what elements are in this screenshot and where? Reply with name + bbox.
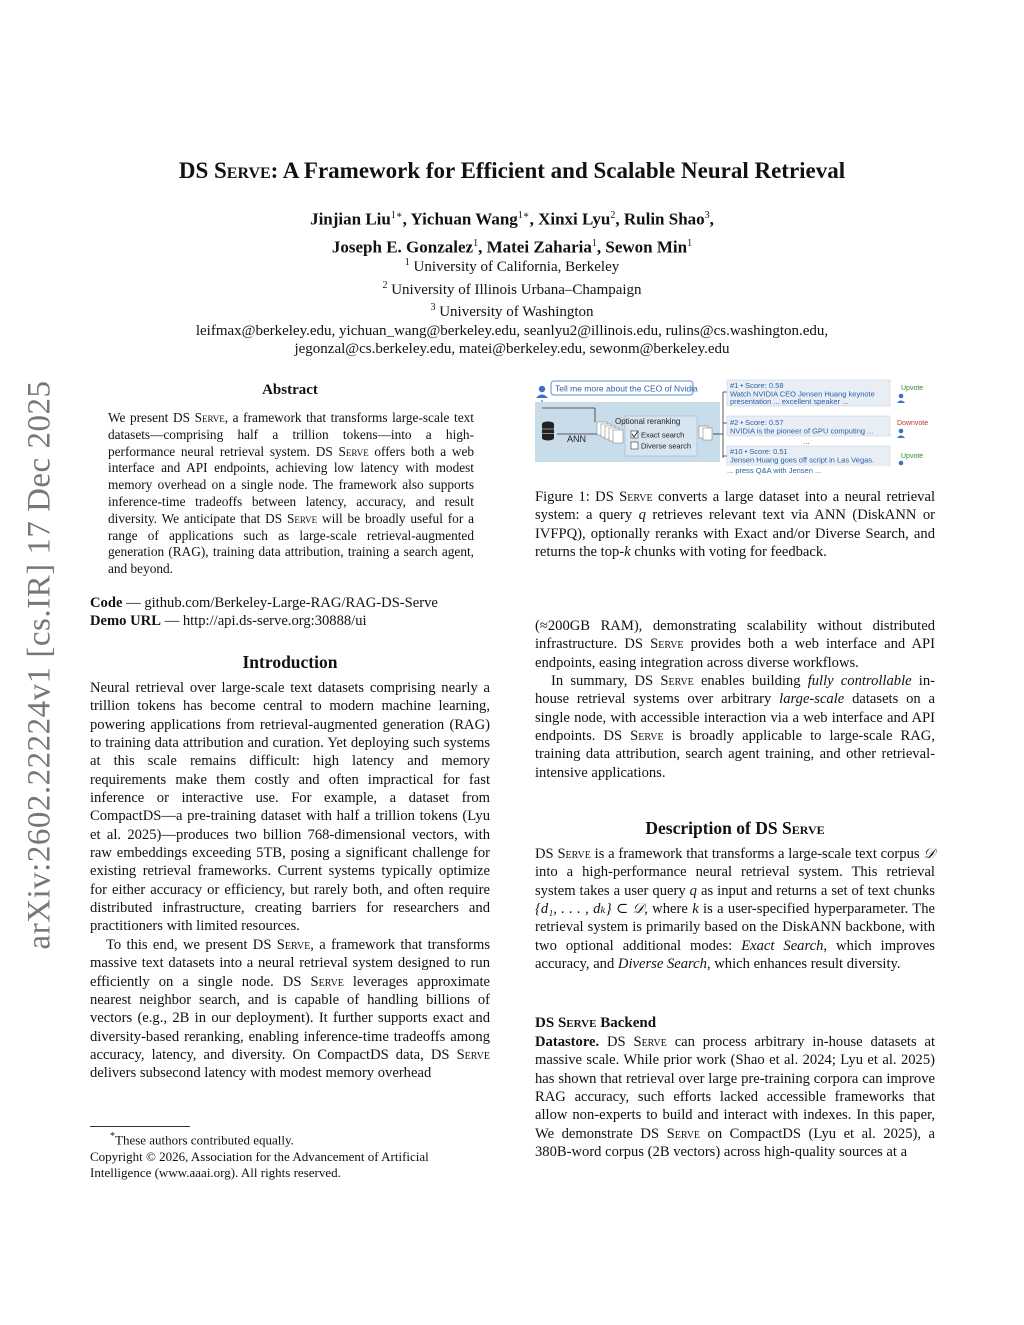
author-name: , Xinxi Lyu xyxy=(529,209,611,229)
code-links xyxy=(90,594,500,630)
datastore-label: Datastore. xyxy=(535,1034,600,1050)
caption-text: converts a large dataset into a neural retrieval system: a query xyxy=(535,489,936,524)
exact-search-label: Exact search xyxy=(641,430,685,440)
caption-text: chunks with voting for feedback. xyxy=(630,544,827,561)
text: DS xyxy=(535,846,558,862)
caption-serve: Serve xyxy=(619,489,653,505)
affiliation-3 xyxy=(0,299,1024,322)
figure-1-caption xyxy=(535,488,935,561)
text: as input and returns a set of text chunks xyxy=(696,882,935,899)
description-body xyxy=(535,845,935,973)
result-1-head: #1 • Score: 0.58 xyxy=(730,381,784,390)
email-line-1: leifmax@berkeley.edu, yichuan_wang@berkeley.edu, seanlyu2@illinois.edu, rulins@cs.washington.edu, xyxy=(195,322,829,339)
author-sup: 1 xyxy=(473,237,479,249)
footnote-rule xyxy=(90,1126,190,1127)
caption-text: retrieves relevant text via ANN (DiskANN or IVFPQ), optionally reranks with Exact and/or Diverse Search, and returns the top- xyxy=(535,507,936,561)
emph: Diverse Search xyxy=(617,956,707,973)
serve: Serve xyxy=(557,846,591,862)
footnote xyxy=(90,1129,490,1182)
text: Backend xyxy=(596,1015,657,1031)
text: (≈200GB RAM), demonstrating scalability without distributed infrastructure. DS xyxy=(535,618,935,653)
text: on CompactDS (Lyu et al. 2025), a 380B-word corpus (2B vectors) across high-quality sources at a xyxy=(535,1125,935,1161)
serve: Serve xyxy=(557,1015,597,1031)
emph: large-scale xyxy=(779,691,845,708)
abstract-serve: Serve xyxy=(338,443,369,459)
affil-sup: 1 xyxy=(404,257,410,268)
right-paragraph-2 xyxy=(535,672,935,782)
author-name: , Yichuan Wang xyxy=(402,209,518,229)
abstract-serve: Serve xyxy=(286,510,318,526)
ann-label: ANN xyxy=(567,434,587,444)
text: can process arbitrary in-house datasets at massive scale. While prior work (Shao et al. 2024; Lyu et al. 2025) has shown that retrieval over large pre-training corpora can improve RAG accuracy, such efforts lacked accessible frameworks that allow non-experts to build and interact with indexes. In this paper, We demonstrate DS xyxy=(535,1034,935,1142)
right-column-intro xyxy=(535,617,935,782)
serve: Serve xyxy=(276,936,311,953)
abstract-heading: Abstract xyxy=(262,382,318,398)
serve: Serve xyxy=(650,636,684,653)
affil-sup: 3 xyxy=(430,302,436,313)
text: , which enhances result diversity. xyxy=(706,956,901,973)
result-1-line2: presentation ... excellent speaker ... xyxy=(730,397,849,406)
text: DS xyxy=(535,1015,558,1031)
database-icon xyxy=(542,422,554,441)
email-line-2: jegonzal@cs.berkeley.edu, matei@berkeley.edu, sewonm@berkeley.edu xyxy=(294,341,730,357)
description-paragraph xyxy=(535,845,935,973)
paper-title xyxy=(0,158,1024,184)
author-sup: 1 xyxy=(687,237,693,249)
vote-label-3[interactable]: Upvote xyxy=(901,453,924,460)
text: leverages approximate nearest neighbor search, and is capable of handling billions of vectors (e.g., 2B in our deployment). It further supports exact and diversity-based reranking, enabling inference-time tradeoffs among accuracy, latency, and diversity. On CompactDS data, DS xyxy=(90,973,490,1063)
result-ellipsis: ... xyxy=(803,437,810,446)
datastore-paragraph xyxy=(535,1033,935,1161)
serve: Serve xyxy=(633,1034,667,1050)
text: , which improves accuracy, and xyxy=(535,937,935,973)
intro-paragraph-2 xyxy=(90,936,490,1083)
arxiv-side-stamp xyxy=(20,375,60,955)
text: delivers subsecond latency with modest memory overhead xyxy=(90,1065,432,1082)
text: into a high-performance neural retrieval system. This retrieval system takes a user query xyxy=(535,864,935,899)
author-name: Jinjian Liu xyxy=(310,209,391,229)
text: in-house retrieval systems over arbitrary xyxy=(535,673,935,708)
affil-name: University of California, Berkeley xyxy=(409,259,620,275)
author-name: , Sewon Min xyxy=(596,237,688,257)
result-2-head: #2 • Score: 0.57 xyxy=(730,418,784,427)
result-1-line1: Watch NVIDIA CEO Jensen Huang keynote xyxy=(730,389,875,399)
footnote-text: These authors contributed equally. xyxy=(115,1132,294,1148)
abstract-text: offers both a web interface and API endpoints, achieving low latency with modest memory overhead on a single node. The framework also supports inference-time tradeoffs between latency, accuracy, and result diversity. We anticipate that DS xyxy=(108,443,475,526)
user-icon xyxy=(536,386,548,398)
author-sup: 2 xyxy=(610,210,616,221)
author-name: , Matei Zaharia xyxy=(478,237,592,257)
diverse-search-checkbox[interactable] xyxy=(631,442,638,449)
math: q xyxy=(689,882,697,899)
abstract-text: , a framework that transforms large-scale text datasets—comprising half a trillion tokens—into a high-performance neural retrieval system. DS xyxy=(108,410,474,459)
output-docs-icon xyxy=(699,426,712,440)
author-sup: 1∗ xyxy=(390,210,403,221)
serve: Serve xyxy=(666,1125,701,1142)
text: enables building xyxy=(693,673,808,690)
copyright: Copyright © 2026, Association for the Advancement of Artificial Intelligence (www.aaai.org). All rights reserved. xyxy=(90,1148,429,1181)
code-label: Code xyxy=(90,595,123,611)
code-link[interactable]: — github.com/Berkeley-Large-RAG/RAG-DS-Serve xyxy=(122,595,438,611)
intro-heading: Introduction xyxy=(242,652,338,672)
title-serve: Serve xyxy=(213,158,271,183)
intro-paragraph-1: Neural retrieval over large-scale text datasets comprising nearly a trillion tokens has become central to modern machine learning, powering applications from retrieval-augmented generation (RAG) to training data attribution and curation. Yet deploying such systems at this scale remains difficult: high latency and memory requirements make them costly and often impractical for fast inference or interactive use. For example, a dataset from CompactDS—a pre-training dataset with half a trillion tokens (Lyu et al. 2025)—produces two billion 768-dimensional vectors, with raw embeddings exceeding 5TB, posing a significant challenge for existing retrieval frameworks. Current systems typically optimize for either accuracy or efficiency, but rarely both, and often require distributed infrastructure, creating barriers for researchers and practitioners with limited resources. xyxy=(90,680,490,935)
text: , a framework that transforms massive text datasets into a neural retrieval system designed to run efficiently on a single node. DS xyxy=(90,936,490,990)
serve: Serve xyxy=(660,673,694,690)
affil-name: University of Washington xyxy=(435,304,594,320)
author-sup: 1 xyxy=(591,237,597,249)
text: DS xyxy=(599,1034,634,1050)
result-2-line1: NVIDIA is the pioneer of GPU computing ... xyxy=(730,426,874,436)
author-sup: 1∗ xyxy=(517,210,530,221)
abstract-serve: Serve xyxy=(194,410,225,425)
query-text: Tell me more about the CEO of Nvidia xyxy=(555,383,698,394)
text: is broadly applicable to large-scale RAG, training data attribution, search agent training, and other retrieval-intensive applications. xyxy=(535,728,935,781)
caption-k: k xyxy=(624,544,631,561)
math: k xyxy=(692,901,699,918)
vote-label-2[interactable]: Downvote xyxy=(897,420,929,427)
author-name: Joseph E. Gonzalez xyxy=(331,237,474,257)
affiliation-1 xyxy=(0,254,1024,277)
abstract-text: We present DS xyxy=(108,410,195,425)
affiliation-2 xyxy=(0,277,1024,300)
caption-label: Figure 1: xyxy=(535,489,590,505)
title-rest: : A Framework for Efficient and Scalable Neural Retrieval xyxy=(270,158,846,183)
user-icon xyxy=(899,461,904,466)
affil-name: University of Illinois Urbana–Champaign xyxy=(387,281,642,298)
abstract-text: will be broadly useful for a range of applications such as large-scale retrieval-augmented generation (RAG), training data attribution, training a search agent, and beyond. xyxy=(108,510,474,577)
math: 𝒟 xyxy=(923,846,935,862)
vote-label-1[interactable]: Upvote xyxy=(901,385,924,392)
serve: Serve xyxy=(310,973,344,990)
text: , where xyxy=(644,901,693,918)
author-name: , Rulin Shao xyxy=(615,209,705,229)
math: {d₁, . . . , dₖ} ⊂ 𝒟 xyxy=(535,901,645,918)
result-3-head: #10 • Score: 0.51 xyxy=(730,447,788,456)
emph: Exact Search xyxy=(741,937,824,954)
abstract-body xyxy=(108,410,474,578)
arxiv-id: arXiv:2602.22224v1 [cs.IR] 17 Dec 2025 xyxy=(21,380,58,950)
demo-link[interactable]: — http://api.ds-serve.org:30888/ui xyxy=(160,613,367,629)
footnote-mark: * xyxy=(110,1131,115,1142)
result-3-line2: ... press Q&A with Jensen ... xyxy=(727,466,822,475)
text: provides both a web interface and API endpoints, easing integration across diverse workflows. xyxy=(535,636,935,671)
user-icon xyxy=(897,429,905,438)
caption-q: q xyxy=(638,507,646,524)
figure-1 xyxy=(535,378,935,466)
text: In summary, DS xyxy=(551,673,661,690)
serve: Serve xyxy=(781,818,825,838)
author-list xyxy=(0,204,1024,259)
caption-text: DS xyxy=(589,489,620,505)
diverse-search-label: Diverse search xyxy=(641,441,692,451)
description-heading xyxy=(535,818,935,839)
user-icon xyxy=(897,394,905,403)
serve: Serve xyxy=(630,728,664,745)
text: To this end, we present DS xyxy=(106,936,277,953)
datastore-body xyxy=(535,1033,935,1161)
result-3-line1: Jensen Huang goes off script in Las Vegas. xyxy=(730,455,875,465)
affil-sup: 2 xyxy=(382,279,388,291)
text: datasets on a single node, with accessible interaction via a web interface and API endpoints. DS xyxy=(535,691,935,745)
demo-label: Demo URL xyxy=(90,613,161,629)
affiliations xyxy=(0,254,1024,359)
text: is a user-specified hyperparameter. The retrieval system is primarily based on the DiskANN backbone, with two optional additional modes: xyxy=(535,901,935,954)
text: is a framework that transforms a large-scale text corpus xyxy=(590,846,924,862)
backend-heading xyxy=(535,1015,935,1032)
emph: fully controllable xyxy=(807,673,912,690)
serve: Serve xyxy=(456,1046,490,1063)
author-sup: 3 xyxy=(704,210,710,221)
author-sep: , xyxy=(709,209,714,229)
text: Description of DS xyxy=(645,818,782,838)
intro-body xyxy=(90,679,490,1083)
optional-reranking-label: Optional reranking xyxy=(615,417,681,426)
title-prefix: DS xyxy=(178,158,214,183)
right-paragraph-1 xyxy=(535,617,935,672)
